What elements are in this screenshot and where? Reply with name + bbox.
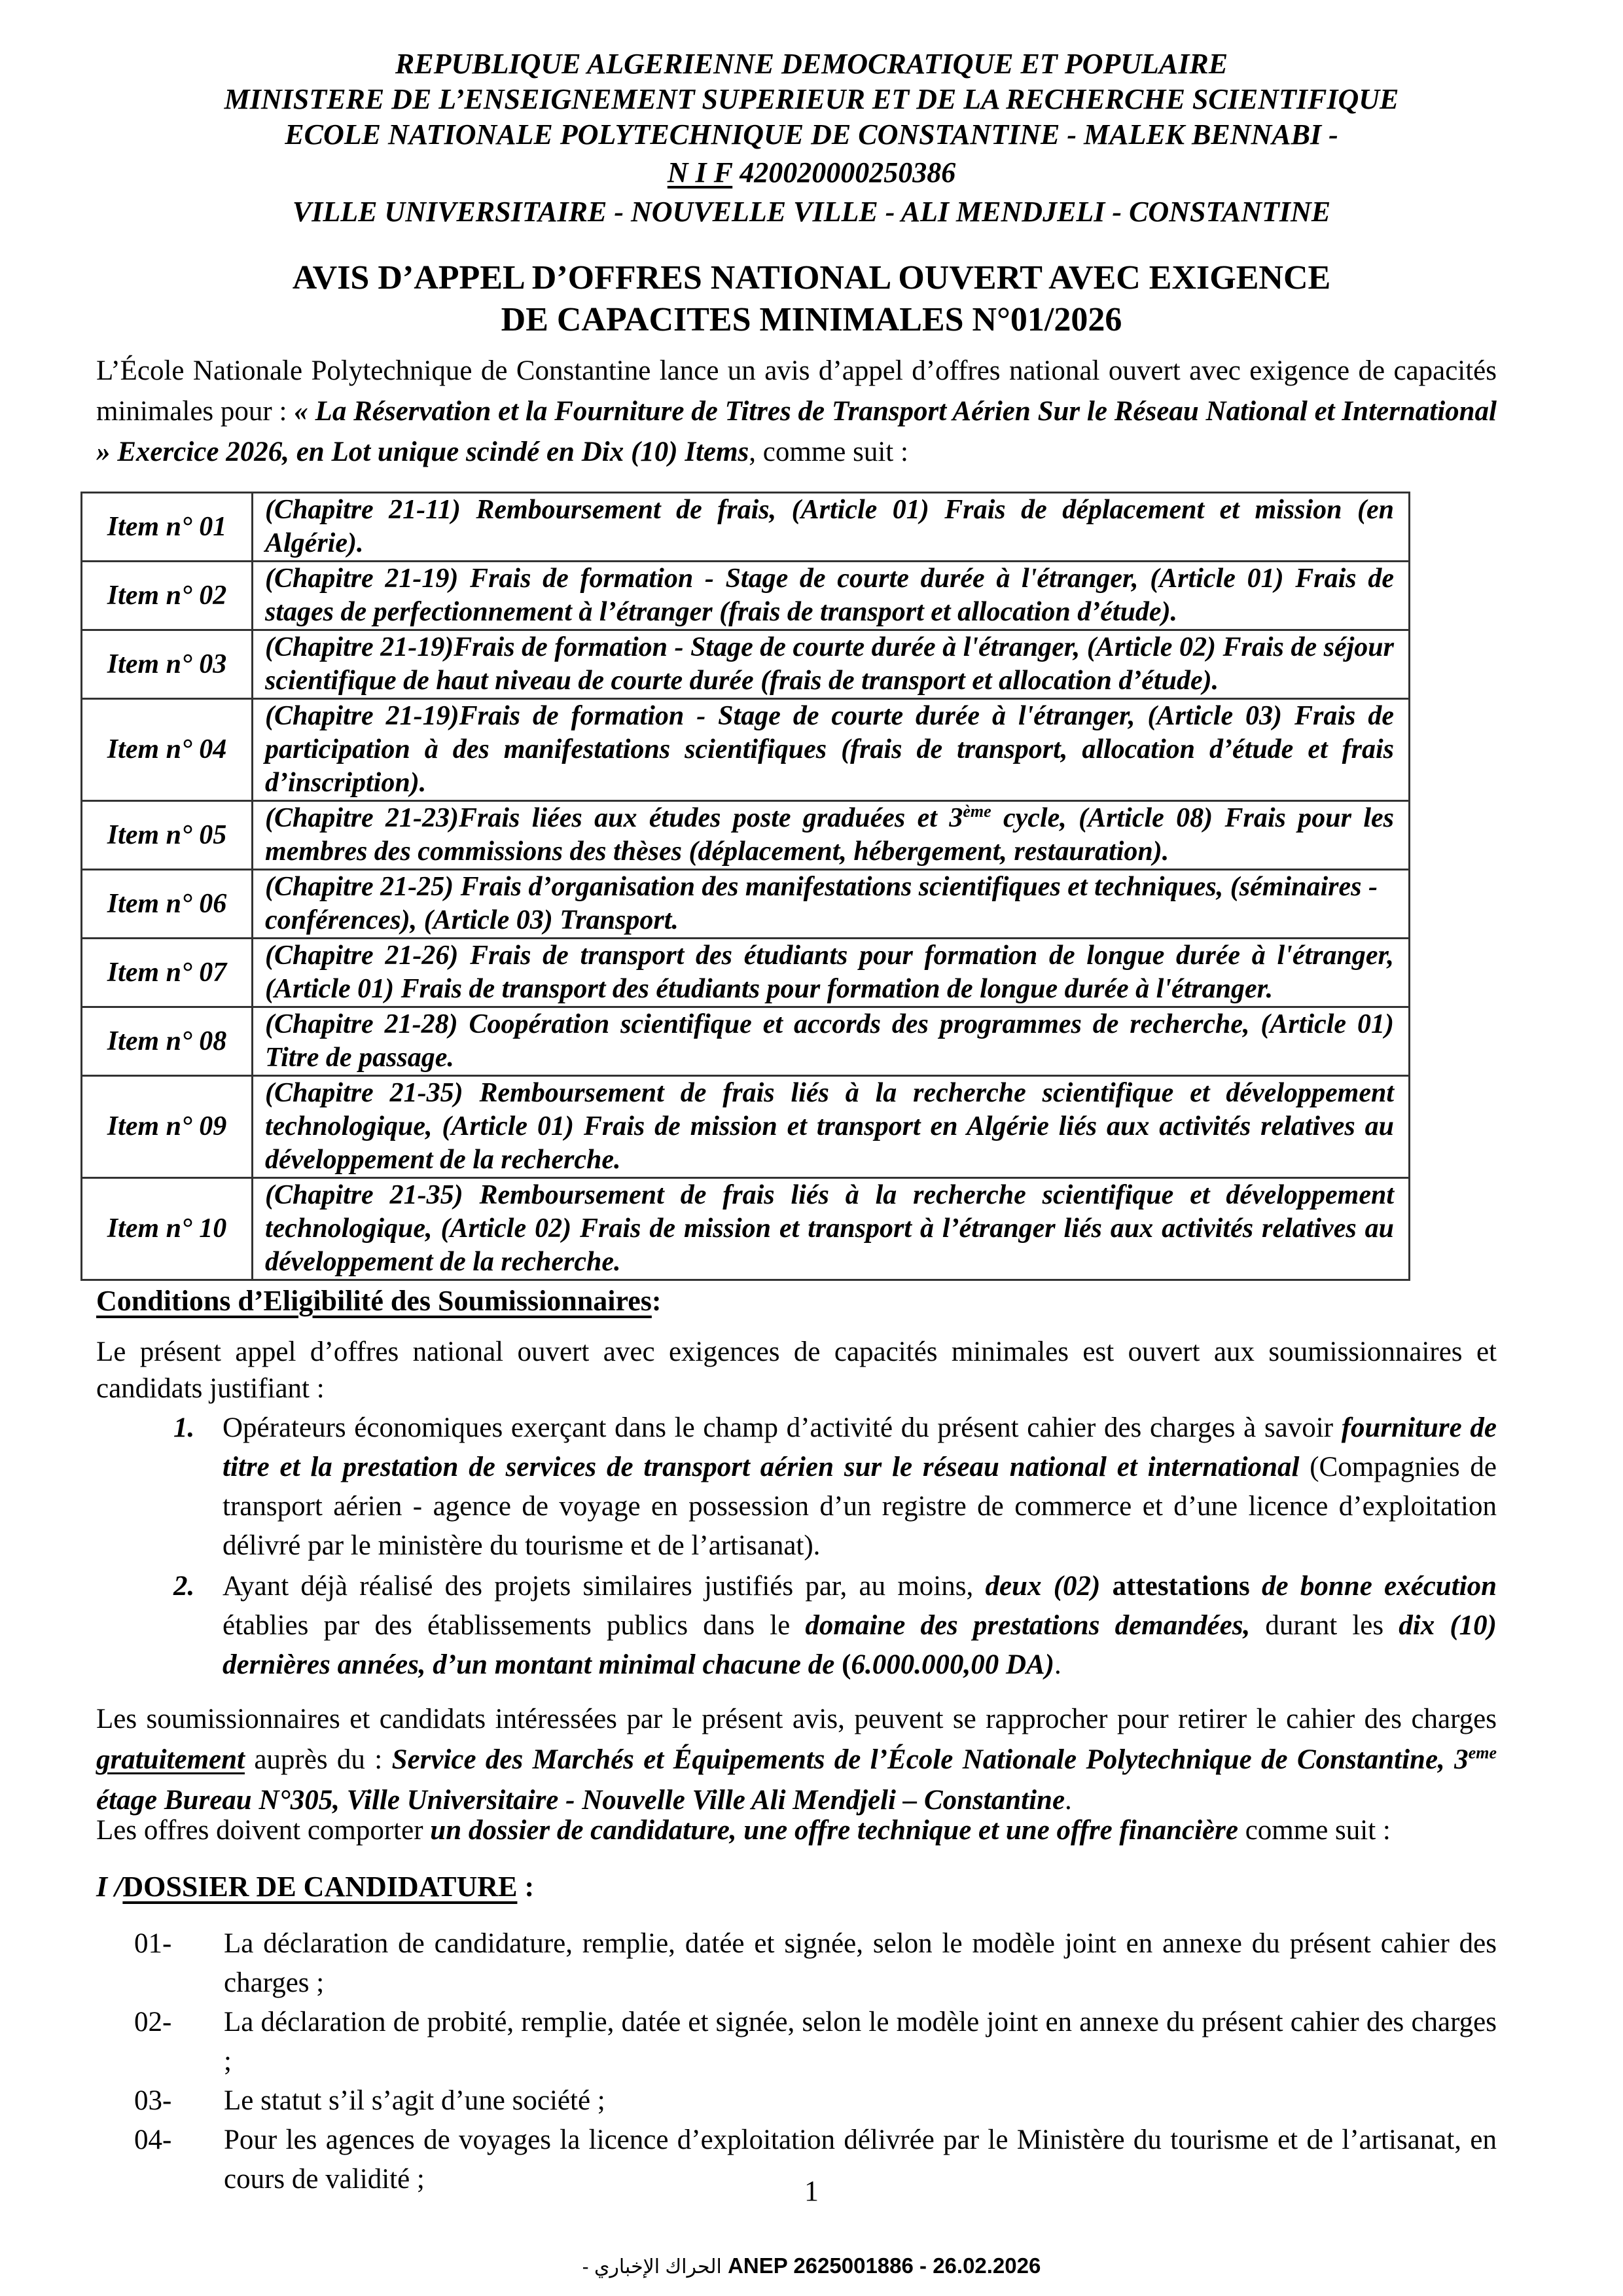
table-row bbox=[82, 493, 1410, 562]
intro-paragraph: L’École Nationale Polytechnique de Constantine lance un avis d’appel d’offres national ouvert avec exigence de capacités minimales pour : « La Réservation et la Fourniture de Titres de Transport Aérien Sur le Réseau National et International » Exercice 2026, en Lot unique scindé en Dix (10) Items, comme suit : bbox=[96, 355, 1497, 467]
item-description: (Chapitre 21-26) Frais de transport des étudiants pour formation de longue durée à l'étranger, (Article 01) Frais de transport des étudiants pour formation de longue durée à l'étranger. bbox=[253, 939, 1410, 1007]
item-description: (Chapitre 21-28) Coopération scientifique et accords des programmes de recherche, (Article 01) Titre de passage. bbox=[253, 1007, 1410, 1076]
anep-reference: ANEP 2625001886 - 26.02.2026 bbox=[721, 2253, 1041, 2278]
item-description: (Chapitre 21-25) Frais d’organisation des manifestations scientifiques et techniques, (séminaires - conférences), (Article 03) Transport. bbox=[253, 870, 1410, 939]
dossier-item: 01- La déclaration de candidature, remplie, datée et signée, selon le modèle joint en annexe du présent cahier des charges ; bbox=[134, 1928, 1497, 1998]
nif-value: 420020000250386 bbox=[732, 156, 956, 188]
table-row bbox=[82, 939, 1410, 1007]
table-row bbox=[82, 870, 1410, 939]
item-description: (Chapitre 21-35) Remboursement de frais liés à la recherche scientifique et développement technologique, (Article 02) Frais de mission et transport à l’étranger liés aux activités relatives au développement de la recherche. bbox=[253, 1178, 1410, 1280]
item-label: Item n° 02 bbox=[82, 562, 253, 630]
item-label: Item n° 03 bbox=[82, 630, 253, 699]
items-table bbox=[80, 492, 1410, 1281]
eligibility-conditions bbox=[96, 1408, 1497, 1685]
item-description: (Chapitre 21-19) Frais de formation - Stage de courte durée à l'étranger, (Article 01) Frais de stages de perfectionnement à l’étranger (frais de transport et allocation d’étude). bbox=[253, 562, 1410, 630]
condition-number: 2. bbox=[173, 1571, 195, 1602]
item-label: Item n° 05 bbox=[82, 801, 253, 870]
item-label: Item n° 08 bbox=[82, 1007, 253, 1076]
dossier-heading: I /DOSSIER DE CANDIDATURE : bbox=[96, 1871, 535, 1903]
header-ministry: MINISTERE DE L’ENSEIGNEMENT SUPERIEUR ET DE LA RECHERCHE SCIENTIFIQUE bbox=[224, 83, 1399, 115]
eligibility-heading: Conditions d’Eligibilité des Soumissionnaires: bbox=[96, 1285, 662, 1317]
item-description: (Chapitre 21-19)Frais de formation - Stage de courte durée à l'étranger, (Article 02) Frais de séjour scientifique de haut niveau de courte durée (frais de transport et allocation d’étude). bbox=[253, 630, 1410, 699]
free-of-charge: gratuitement bbox=[96, 1744, 245, 1775]
item-description: (Chapitre 21-23)Frais liées aux études poste graduées et 3ème cycle, (Article 08) Frais pour les membres des commissions des thèses (déplacement, hébergement, restauration). bbox=[253, 801, 1410, 870]
item-label: Item n° 09 bbox=[82, 1076, 253, 1178]
offers-paragraph: Les offres doivent comporter un dossier de candidature, une offre technique et une offre financière comme suit : bbox=[96, 1815, 1391, 1846]
header-republic: REPUBLIQUE ALGERIENNE DEMOCRATIQUE ET POPULAIRE bbox=[395, 48, 1228, 80]
header-nif bbox=[0, 156, 1623, 190]
intro-object: « La Réservation et la Fourniture de Titres de Transport Aérien Sur le Réseau National et International » Exercice 2026, en Lot unique scindé en Dix (10) Items bbox=[96, 396, 1497, 467]
dossier-list bbox=[96, 1924, 1497, 2199]
item-label: Item n° 04 bbox=[82, 699, 253, 801]
notice-title-line1: AVIS D’APPEL D’OFFRES NATIONAL OUVERT AVEC EXIGENCE bbox=[292, 259, 1331, 296]
condition-item: 1. Opérateurs économiques exerçant dans le champ d’activité du présent cahier des charges à savoir fourniture de titre et la prestation de services de transport aérien sur le réseau national et international (Compagnies de transport aérien - agence de voyage en possession d’un registre de commerce et d’une licence d’exploitation délivré par le ministère du tourisme et de l’artisanat). bbox=[96, 1408, 1497, 1566]
dossier-item: 03- Le statut s’il s’agit d’une société ; bbox=[134, 2085, 605, 2116]
condition-number: 1. bbox=[173, 1412, 195, 1443]
item-label: Item n° 06 bbox=[82, 870, 253, 939]
item-description: (Chapitre 21-35) Remboursement de frais liés à la recherche scientifique et développement technologique, (Article 01) Frais de mission et transport en Algérie liés aux activités relatives au développement de la recherche. bbox=[253, 1076, 1410, 1178]
header-address: VILLE UNIVERSITAIRE - NOUVELLE VILLE - ALI MENDJELI - CONSTANTINE bbox=[292, 196, 1331, 228]
header-school: ECOLE NATIONALE POLYTECHNIQUE DE CONSTANTINE - MALEK BENNABI - bbox=[285, 118, 1338, 151]
table-row bbox=[82, 801, 1410, 870]
item-description: (Chapitre 21-11) Remboursement de frais, (Article 01) Frais de déplacement et mission (en Algérie). bbox=[253, 493, 1410, 562]
eligibility-intro: Le présent appel d’offres national ouvert avec exigences de capacités minimales est ouvert aux soumissionnaires et candidats justifiant : bbox=[96, 1336, 1497, 1404]
table-row bbox=[82, 562, 1410, 630]
item-description: (Chapitre 21-19)Frais de formation - Stage de courte durée à l'étranger, (Article 03) Frais de participation à des manifestations scientifiques (frais de transport, allocation d’étude et frais d’inscription). bbox=[253, 699, 1410, 801]
item-label: Item n° 01 bbox=[82, 493, 253, 562]
withdrawal-address: Service des Marchés et Équipements de l’École Nationale Polytechnique de Constantine, 3eme étage Bureau N°305, Ville Universitaire - Nouvelle Ville Ali Mendjeli – Constantine bbox=[96, 1743, 1497, 1816]
page-number: 1 bbox=[804, 2175, 819, 2207]
table-row bbox=[82, 1007, 1410, 1076]
item-label: Item n° 10 bbox=[82, 1178, 253, 1280]
newspaper-name: الحراك الإخباري - bbox=[582, 2256, 722, 2278]
dossier-item: 02- La déclaration de probité, remplie, datée et signée, selon le modèle joint en annexe du présent cahier des charges ; bbox=[134, 2007, 1497, 2077]
table-row bbox=[82, 630, 1410, 699]
table-row bbox=[82, 699, 1410, 801]
table-row bbox=[82, 1076, 1410, 1178]
withdrawal-paragraph: Les soumissionnaires et candidats intéressées par le présent avis, peuvent se rapprocher pour retirer le cahier des charges gratuitement auprès du : Service des Marchés et Équipements de l’École Nationale Polytechnique de Constantine, 3eme étage Bureau N°305, Ville Universitaire - Nouvelle Ville Ali Mendjeli – Constantine. bbox=[96, 1704, 1497, 1816]
publication-footer bbox=[0, 2253, 1623, 2278]
notice-title-line2: DE CAPACITES MINIMALES N°01/2026 bbox=[501, 301, 1122, 338]
dossier-item: 04- Pour les agences de voyages la licence d’exploitation délivrée par le Ministère du tourisme et de l’artisanat, en cours de validité ; bbox=[134, 2125, 1497, 2195]
item-label: Item n° 07 bbox=[82, 939, 253, 1007]
nif-label: N I F bbox=[667, 156, 733, 188]
table-row bbox=[82, 1178, 1410, 1280]
condition-item: 2. Ayant déjà réalisé des projets similaires justifiés par, au moins, deux (02) attestations de bonne exécution établies par des établissements publics dans le domaine des prestations demandées, durant les dix (10) dernières années, d’un montant minimal chacune de (6.000.000,00 DA). bbox=[96, 1567, 1497, 1685]
